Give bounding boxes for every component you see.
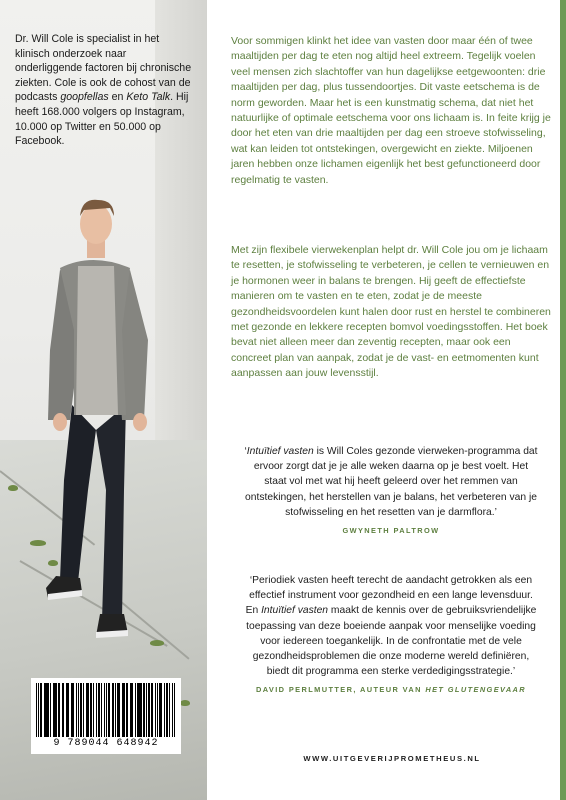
barcode-bar <box>159 683 162 737</box>
barcode-bar <box>169 683 170 737</box>
barcode-bar <box>66 683 69 737</box>
barcode-bar <box>83 683 84 737</box>
barcode-bar <box>63 683 64 737</box>
weed <box>150 640 164 646</box>
podcast-title: Keto Talk <box>126 91 171 104</box>
quote-body: maakt de kennis over de gebruiksvriendelijke toepassing van deze boeiende aanpak voor menselijke voeding voor iedereen toegankelijk. In de confrontatie met de vele gezondheidsproblemen die onze moderne wereld definiëren, biedt dit programma een sterke verdedigingsstrategie.’ <box>246 605 537 678</box>
quote-text <box>243 573 539 679</box>
quote-body: ‘Periodiek vasten heeft terecht de aandacht getrokken als een effectief instrument voor gezondheid en een lange levensduur. En <box>245 575 533 617</box>
barcode-bar <box>40 683 42 737</box>
barcode-bar <box>72 683 74 737</box>
barcode <box>31 678 181 754</box>
barcode-bar <box>143 683 144 737</box>
barcode-bar <box>174 683 175 737</box>
barcode-bar <box>86 683 89 737</box>
author-photo <box>0 0 207 800</box>
plan-paragraph: Met zijn flexibele vierwekenplan helpt dr. Will Cole jou om je lichaam te resetten, je stofwisseling te verbeteren, je cellen te vernieuwen en je hormonen weer in balans te brengen. Hij geeft de effectiefste manieren om te vasten en te eten, zodat je de meeste gezondheidsvoordelen kunt halen door rust en herstel te combineren met gezonde en lekkere recepten bomvol voedingsstoffen. Het boek bevat niet alleen meer dan zeventig recepten, maar ook een concreet plan van aanpak, zodat je de vast- en eetmomenten kunt aanpassen aan jouw levensstijl. <box>231 244 551 380</box>
barcode-bar <box>93 683 94 737</box>
barcode-bar <box>157 683 158 737</box>
author-book-title: HET GLUTENGEVAAR <box>425 685 527 695</box>
bio-text: . Hij heeft 168.000 volgers op Instagram, 10.000 op Twitter en 50.000 op Facebook. <box>15 91 189 148</box>
barcode-bar <box>117 683 120 737</box>
book-title: Intuïtief vasten <box>261 605 329 617</box>
author-bio <box>15 32 195 149</box>
barcode-bar <box>58 683 60 737</box>
barcode-bar <box>90 683 92 737</box>
barcode-bar <box>139 683 142 737</box>
barcode-bar <box>101 683 102 737</box>
barcode-bar <box>45 683 48 737</box>
green-stripe <box>560 0 566 800</box>
bio-text: en <box>108 91 127 104</box>
publisher-website[interactable]: WWW.UITGEVERIJPROMETHEUS.NL <box>303 754 481 763</box>
bio-text: Dr. Will Cole is specialist in het klinisch onderzoek naar onderliggende factoren bij chronische ziekten. Cole is ook de cohost van de podcasts <box>15 33 192 104</box>
quote-body: is Will Coles gezonde vierweken-programma dat ervoor zorgt dat je je alle weken daarna op je best voelt. Het staat vol met wat hij heeft geleerd over het remmen van ontstekingen, het herstellen van je balans, het verbeteren van je stofwisseling en het resetten van je darmflora.’ <box>245 446 538 518</box>
podcast-title: goopfellas <box>60 91 109 104</box>
weed <box>180 700 190 706</box>
barcode-bars <box>36 683 176 737</box>
quote-text <box>243 444 539 520</box>
barcode-bar <box>38 683 39 737</box>
intro-paragraph: Voor sommigen klinkt het idee van vasten door maar één of twee maaltijden per dag te eten nog altijd heel extreem. Tegelijk voelen veel mensen zich slachtoffer van hun dagelijkse eetgewoonten: drie maaltijden per dag, plus tussendoortjes. Dit vaste eetschema is de norm geworden. Maar het is een kunstmatig schema, dat niet het natuurlijke of optimale eetschema voor ons lichaam is. In feite krijg je door het eten van drie maaltijden per dag een stroeve stofwisseling, wat kan leiden tot ontstekingen, overgewicht en ziekte. Miljoenen jaren hebben onze lichamen eigenlijk het best gefunctioneerd door regelmatig te vasten. <box>231 35 551 186</box>
endorsement-paltrow <box>243 444 539 538</box>
quote-author <box>243 682 539 697</box>
barcode-bar <box>98 683 100 737</box>
book-title: Intuïtief vasten <box>246 446 314 457</box>
author-figure <box>30 190 170 640</box>
barcode-bar <box>135 683 136 737</box>
back-cover-text <box>207 0 566 800</box>
barcode-bar <box>123 683 124 737</box>
barcode-bar <box>76 683 77 737</box>
isbn-number: 9 789044 648942 <box>53 738 159 749</box>
barcode-bar <box>106 683 107 737</box>
barcode-bar <box>126 683 128 737</box>
author-name: DAVID PERLMUTTER, AUTEUR VAN <box>255 685 426 695</box>
barcode-bar <box>151 683 153 737</box>
barcode-bar <box>148 683 150 737</box>
weed <box>8 485 18 491</box>
barcode-bar <box>80 683 82 737</box>
barcode-bar <box>108 683 110 737</box>
barcode-bar <box>115 683 116 737</box>
barcode-bar <box>166 683 168 737</box>
quote-author: GWYNETH PALTROW <box>342 526 440 536</box>
quote-mark: ‘ <box>244 446 247 457</box>
barcode-bar <box>50 683 51 737</box>
endorsement-perlmutter <box>243 573 539 698</box>
barcode-bar <box>131 683 133 737</box>
barcode-bar <box>54 683 56 737</box>
